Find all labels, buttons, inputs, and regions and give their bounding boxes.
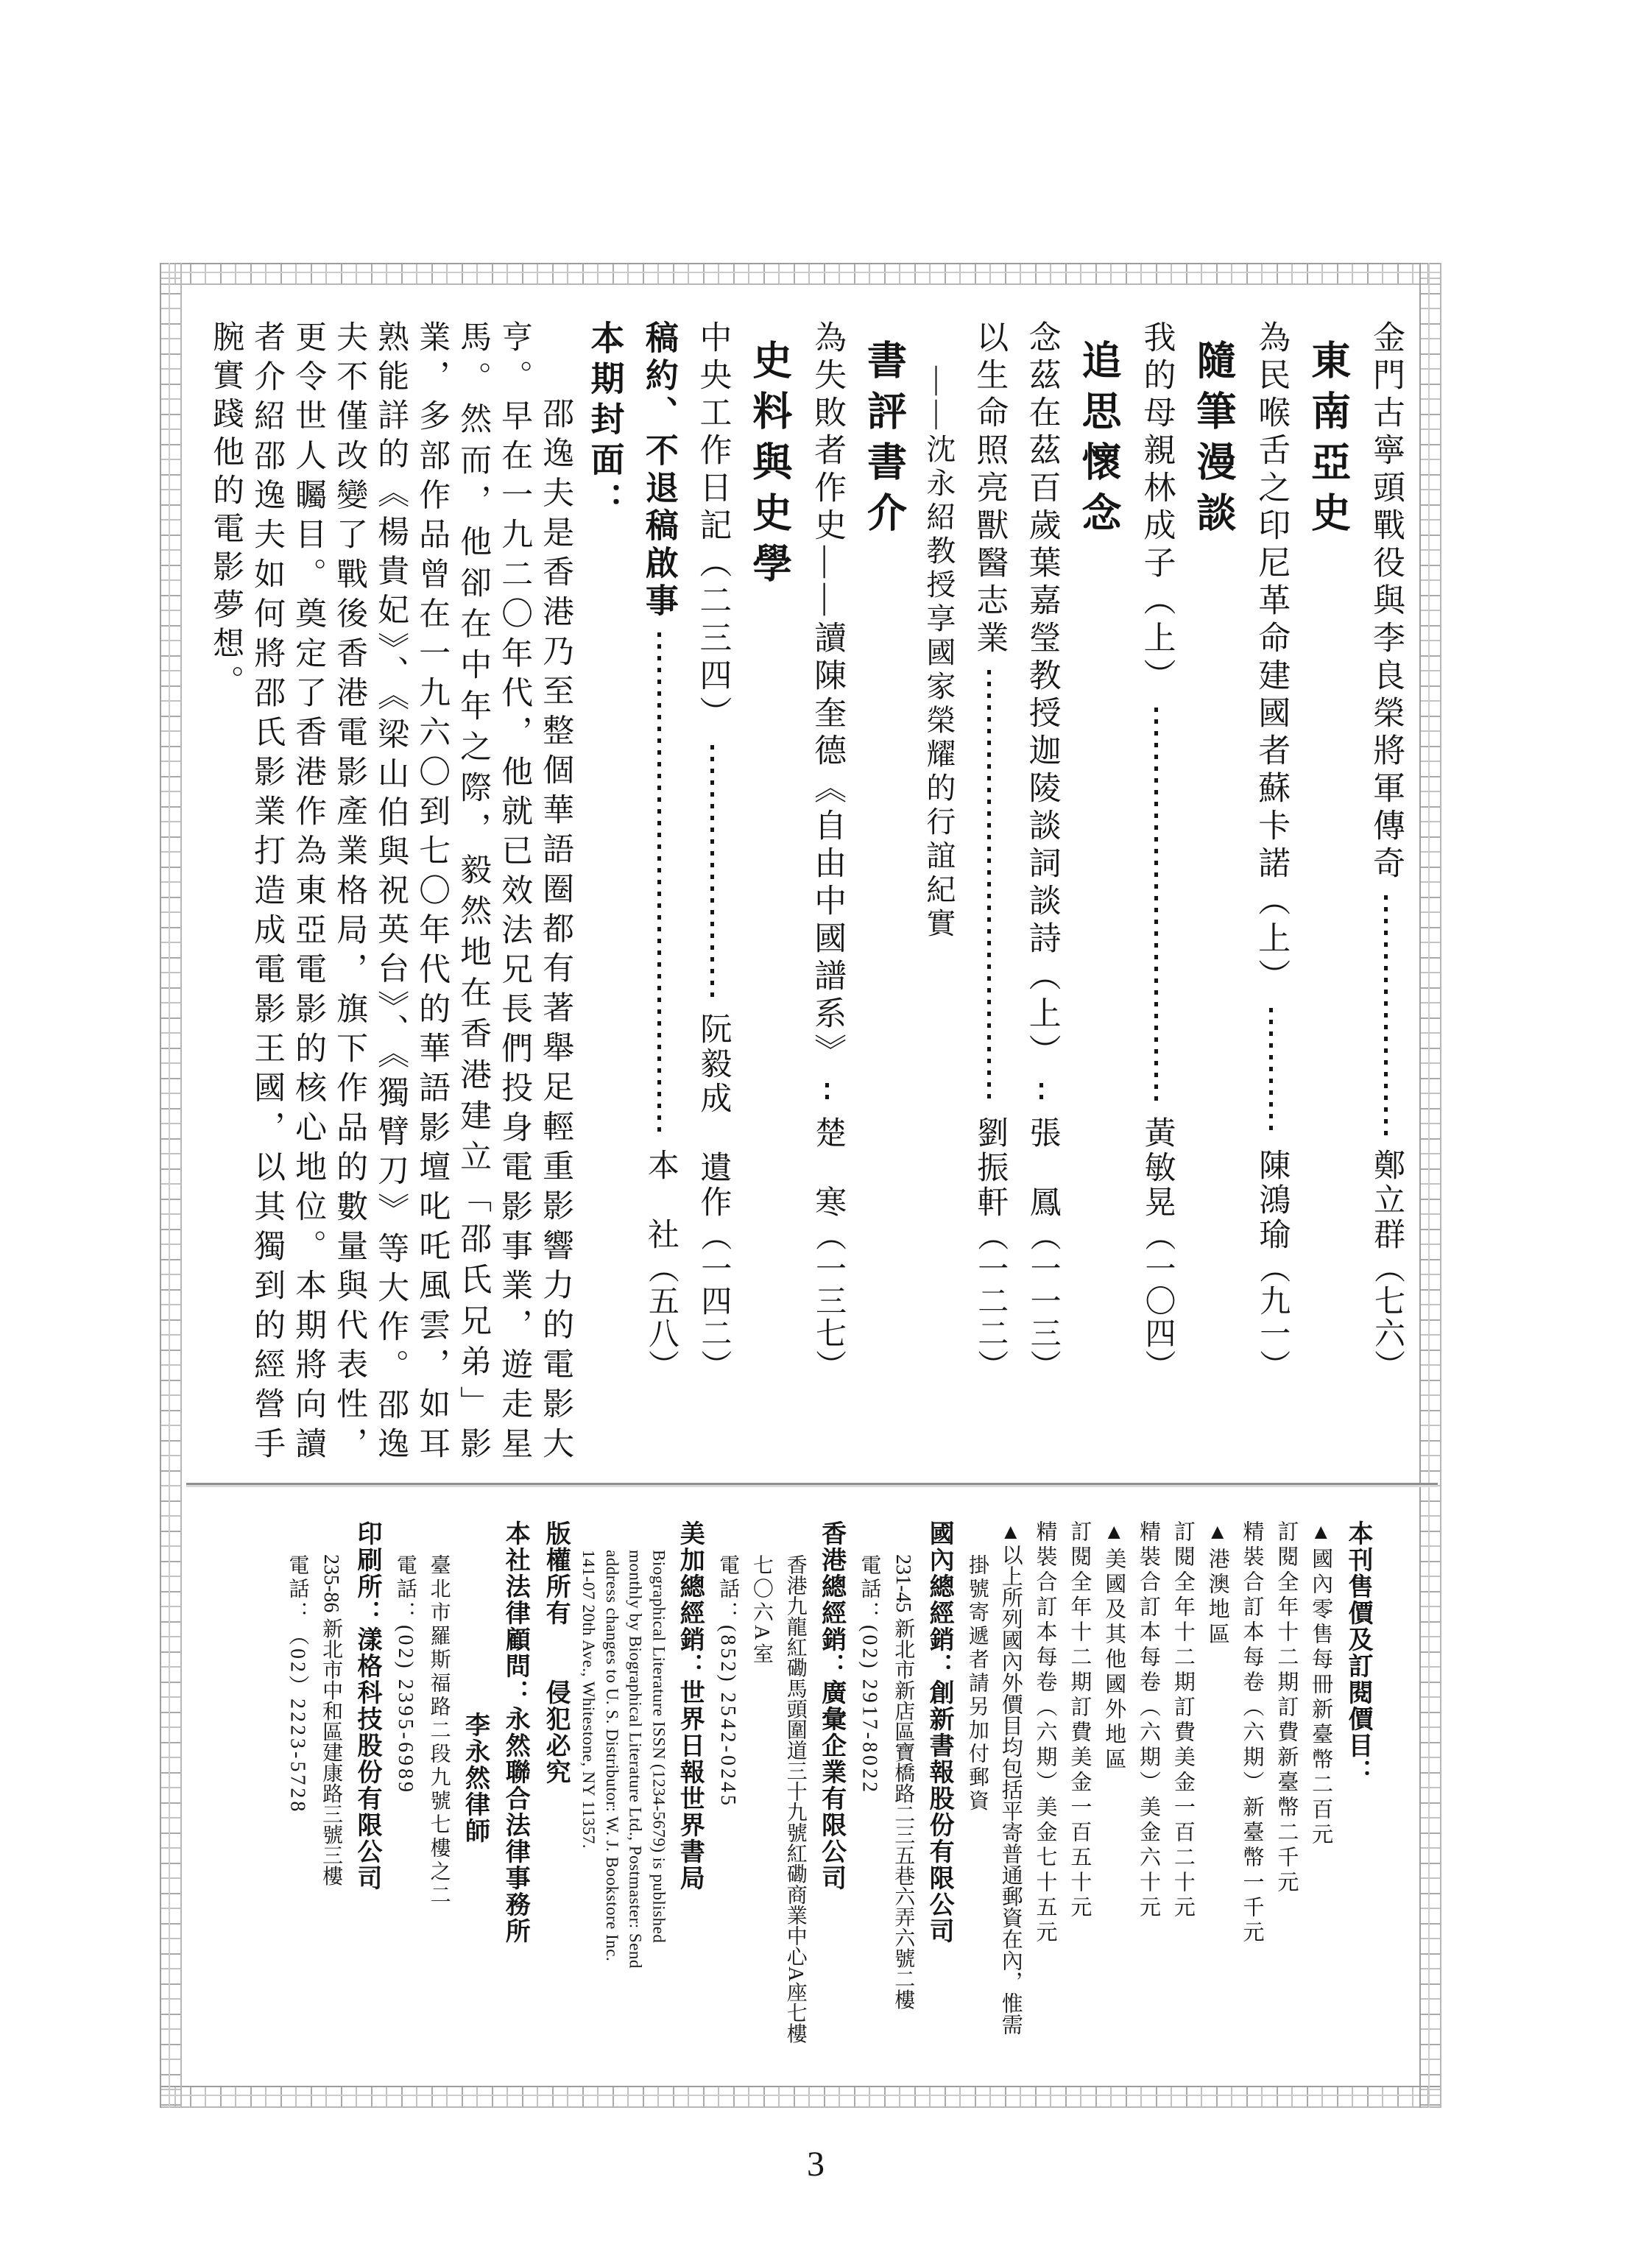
dot-leader — [987, 670, 991, 1104]
info-line: 李永然律師 — [461, 1712, 490, 1844]
article-title: 我的母親林成子（上） — [1138, 320, 1175, 696]
info-latin-line: 141-07 20th Ave., Whitestone, NY 11357. — [579, 1550, 598, 1849]
info-heading: 印刷所：漾格科技股份有限公司 — [353, 1520, 381, 1891]
article-subtitle: ——沈永紹教授享國家榮耀的行誼紀實 — [922, 366, 956, 942]
info-line: ▲國內零售每冊新臺幣二百元 — [1309, 1520, 1333, 1848]
cover-paragraph: 邵逸夫是香港乃至整個華語圈都有著舉足輕重影響力的電影大亨。早在一九二〇年代，他就已效法兄長們投身電影事業，遊走星馬。然而，他卻在中年之際，毅然地在香港建立「邵氏兄弟」影業，多部作品曾在一九六〇到七〇年代的華語影壇叱吒風雲，如耳熟能詳的《楊貴妃》、《梁山伯與祝英台》、《獨臂刀》等大作。邵逸夫不僅改變了戰後香港電影產業格局，旗下作品的數量與代表性，更令世人矚目。奠定了香港作為東亞電影的核心地位。本期將向讀者介紹邵逸夫如何將邵氏影業打造成電影王國，以其獨到的經營手腕實踐他的電影夢想。 — [208, 320, 573, 1465]
section-heading: 東南亞史 — [1305, 339, 1350, 543]
article-title: 為民喉舌之印尼革命建國者蘇卡諾（上） — [1253, 320, 1290, 996]
notice-page-number: （五八） — [643, 1252, 678, 1382]
info-line: ▲以上所列國內外價目均包括平寄普通郵資在內，惟需 — [998, 1520, 1023, 2035]
section-heading: 追思懷念 — [1076, 339, 1121, 543]
article-author: 楚 寒 — [811, 1116, 846, 1220]
cover-heading: 本期封面： — [586, 320, 625, 523]
dot-leader — [1154, 708, 1158, 1104]
article-author: 阮毅成 遺作 — [696, 1012, 731, 1220]
article-page-number: （九一） — [1255, 1252, 1290, 1382]
publication-info — [282, 1520, 1377, 2052]
dot-leader — [710, 745, 714, 1001]
info-line: 訂閱全年十二期訂費美金一百五十元 — [1067, 1520, 1092, 1921]
article-author: 陳鴻瑜 — [1254, 1149, 1290, 1252]
toc-entry — [965, 320, 1012, 1382]
info-line: ▲美國及其他國外地區 — [1102, 1520, 1126, 1773]
info-line: 電話：(02) 2917-8022 — [858, 1554, 881, 1795]
article-title: 金門古寧頭戰役與李良榮將軍傳奇 — [1368, 320, 1404, 883]
info-latin-line: Biographical Literature ISSN (1234-5679) is published — [649, 1550, 668, 1944]
border-left-band — [160, 263, 182, 2108]
info-line: 電話：(02) 2395-6989 — [393, 1554, 417, 1795]
article-author: 劉振軒 — [973, 1116, 1008, 1220]
toc-entry — [1362, 320, 1409, 1382]
info-line: 精裝合訂本每卷（六期）新臺幣一千元 — [1240, 1520, 1264, 1946]
article-title: 為失敗者作史——讀陳奎德《自由中國譜系》 — [809, 320, 846, 1071]
article-page-number: （一四二） — [696, 1220, 731, 1382]
toc-entry — [1247, 320, 1294, 1382]
notice-title: 稿約、不退稿啟事 — [640, 320, 678, 621]
info-line: 精裝合訂本每卷（六期）美金六十元 — [1137, 1520, 1161, 1921]
dot-leader — [825, 1083, 829, 1104]
article-title: 念茲在茲百歲葉嘉瑩教授迦陵談詞談詩（上） — [1023, 320, 1060, 1071]
article-page-number: （七六） — [1370, 1252, 1404, 1382]
info-heading: 國內總經銷：創新書報股份有限公司 — [925, 1520, 954, 1944]
toc-entry — [803, 320, 850, 1382]
info-line: 香港九龍紅磡馬頭圍道三十九號紅磡商業中心A座七樓 — [783, 1554, 807, 2044]
dot-leader — [657, 632, 661, 1137]
article-title: 以生命照亮獸醫志業 — [971, 320, 1008, 658]
dot-leader — [1384, 895, 1388, 1137]
section-divider — [186, 1483, 1438, 1485]
article-author: 張 鳳 — [1025, 1116, 1060, 1220]
table-of-contents — [205, 320, 1409, 1465]
info-line: ▲港澳地區 — [1205, 1520, 1229, 1648]
info-line: 訂閱全年十二期訂費美金一百二十元 — [1171, 1520, 1195, 1921]
info-latin-line: address changes to U. S. Distributor: W. J. Bookstore Inc. — [602, 1550, 621, 1962]
info-heading: 本刊售價及訂閱價目： — [1344, 1520, 1372, 1785]
article-author: 鄭立群 — [1369, 1149, 1404, 1252]
info-line: 掛號寄遞者請另加付郵資 — [965, 1554, 989, 1813]
info-line: 231-45 新北市新店區寶橋路二三五巷六弄六號二樓 — [892, 1554, 915, 2010]
article-page-number: （一一三） — [1026, 1220, 1060, 1382]
notice-entry — [635, 320, 683, 1382]
toc-entry — [1132, 320, 1179, 1382]
article-page-number: （一三七） — [811, 1220, 846, 1382]
info-line: 235-86 新北市中和區建康路三號三樓 — [320, 1554, 343, 1886]
info-heading: 香港總經銷：廣彙企業有限公司 — [817, 1520, 846, 1891]
toc-entry — [1018, 320, 1065, 1382]
info-latin-line: monthly by Biographical Literature Ltd., Postmaster: Send — [626, 1550, 645, 1969]
info-line: 精裝合訂本每卷（六期）美金七十五元 — [1033, 1520, 1057, 1946]
article-title: 中央工作日記（二三四） — [694, 320, 731, 733]
dot-leader — [1039, 1083, 1043, 1104]
border-right-band — [1419, 263, 1441, 2108]
toc-entry — [688, 320, 735, 1382]
info-line: 七〇六A室 — [749, 1554, 773, 1667]
article-page-number: （一二二） — [973, 1220, 1008, 1382]
page-number: 3 — [807, 2145, 825, 2184]
info-heading: 美加總經銷：世界日報世界書局 — [676, 1520, 705, 1891]
article-author: 黃敏晃 — [1140, 1116, 1175, 1220]
dot-leader — [1269, 1008, 1273, 1137]
info-heading: 版權所有 侵犯必究 — [542, 1520, 571, 1785]
section-heading: 史料與史學 — [746, 339, 791, 593]
border-bottom-band — [160, 2086, 1441, 2108]
border-top-band — [160, 263, 1441, 285]
info-line: 臺北市羅斯福路二段九號七樓之二 — [427, 1554, 451, 1908]
info-line: 電話：（02）2223-5728 — [286, 1554, 309, 1815]
info-line: 電話：(852) 2542-0245 — [716, 1554, 740, 1808]
notice-author: 本 社 — [643, 1149, 678, 1252]
article-page-number: （一〇四） — [1140, 1220, 1175, 1382]
section-heading: 書評書介 — [861, 339, 906, 543]
info-line: 訂閱全年十二期訂費新臺幣二千元 — [1274, 1520, 1299, 1896]
section-heading: 隨筆漫談 — [1190, 339, 1235, 543]
info-heading: 本社法律顧問：永然聯合法律事務所 — [501, 1520, 530, 1944]
